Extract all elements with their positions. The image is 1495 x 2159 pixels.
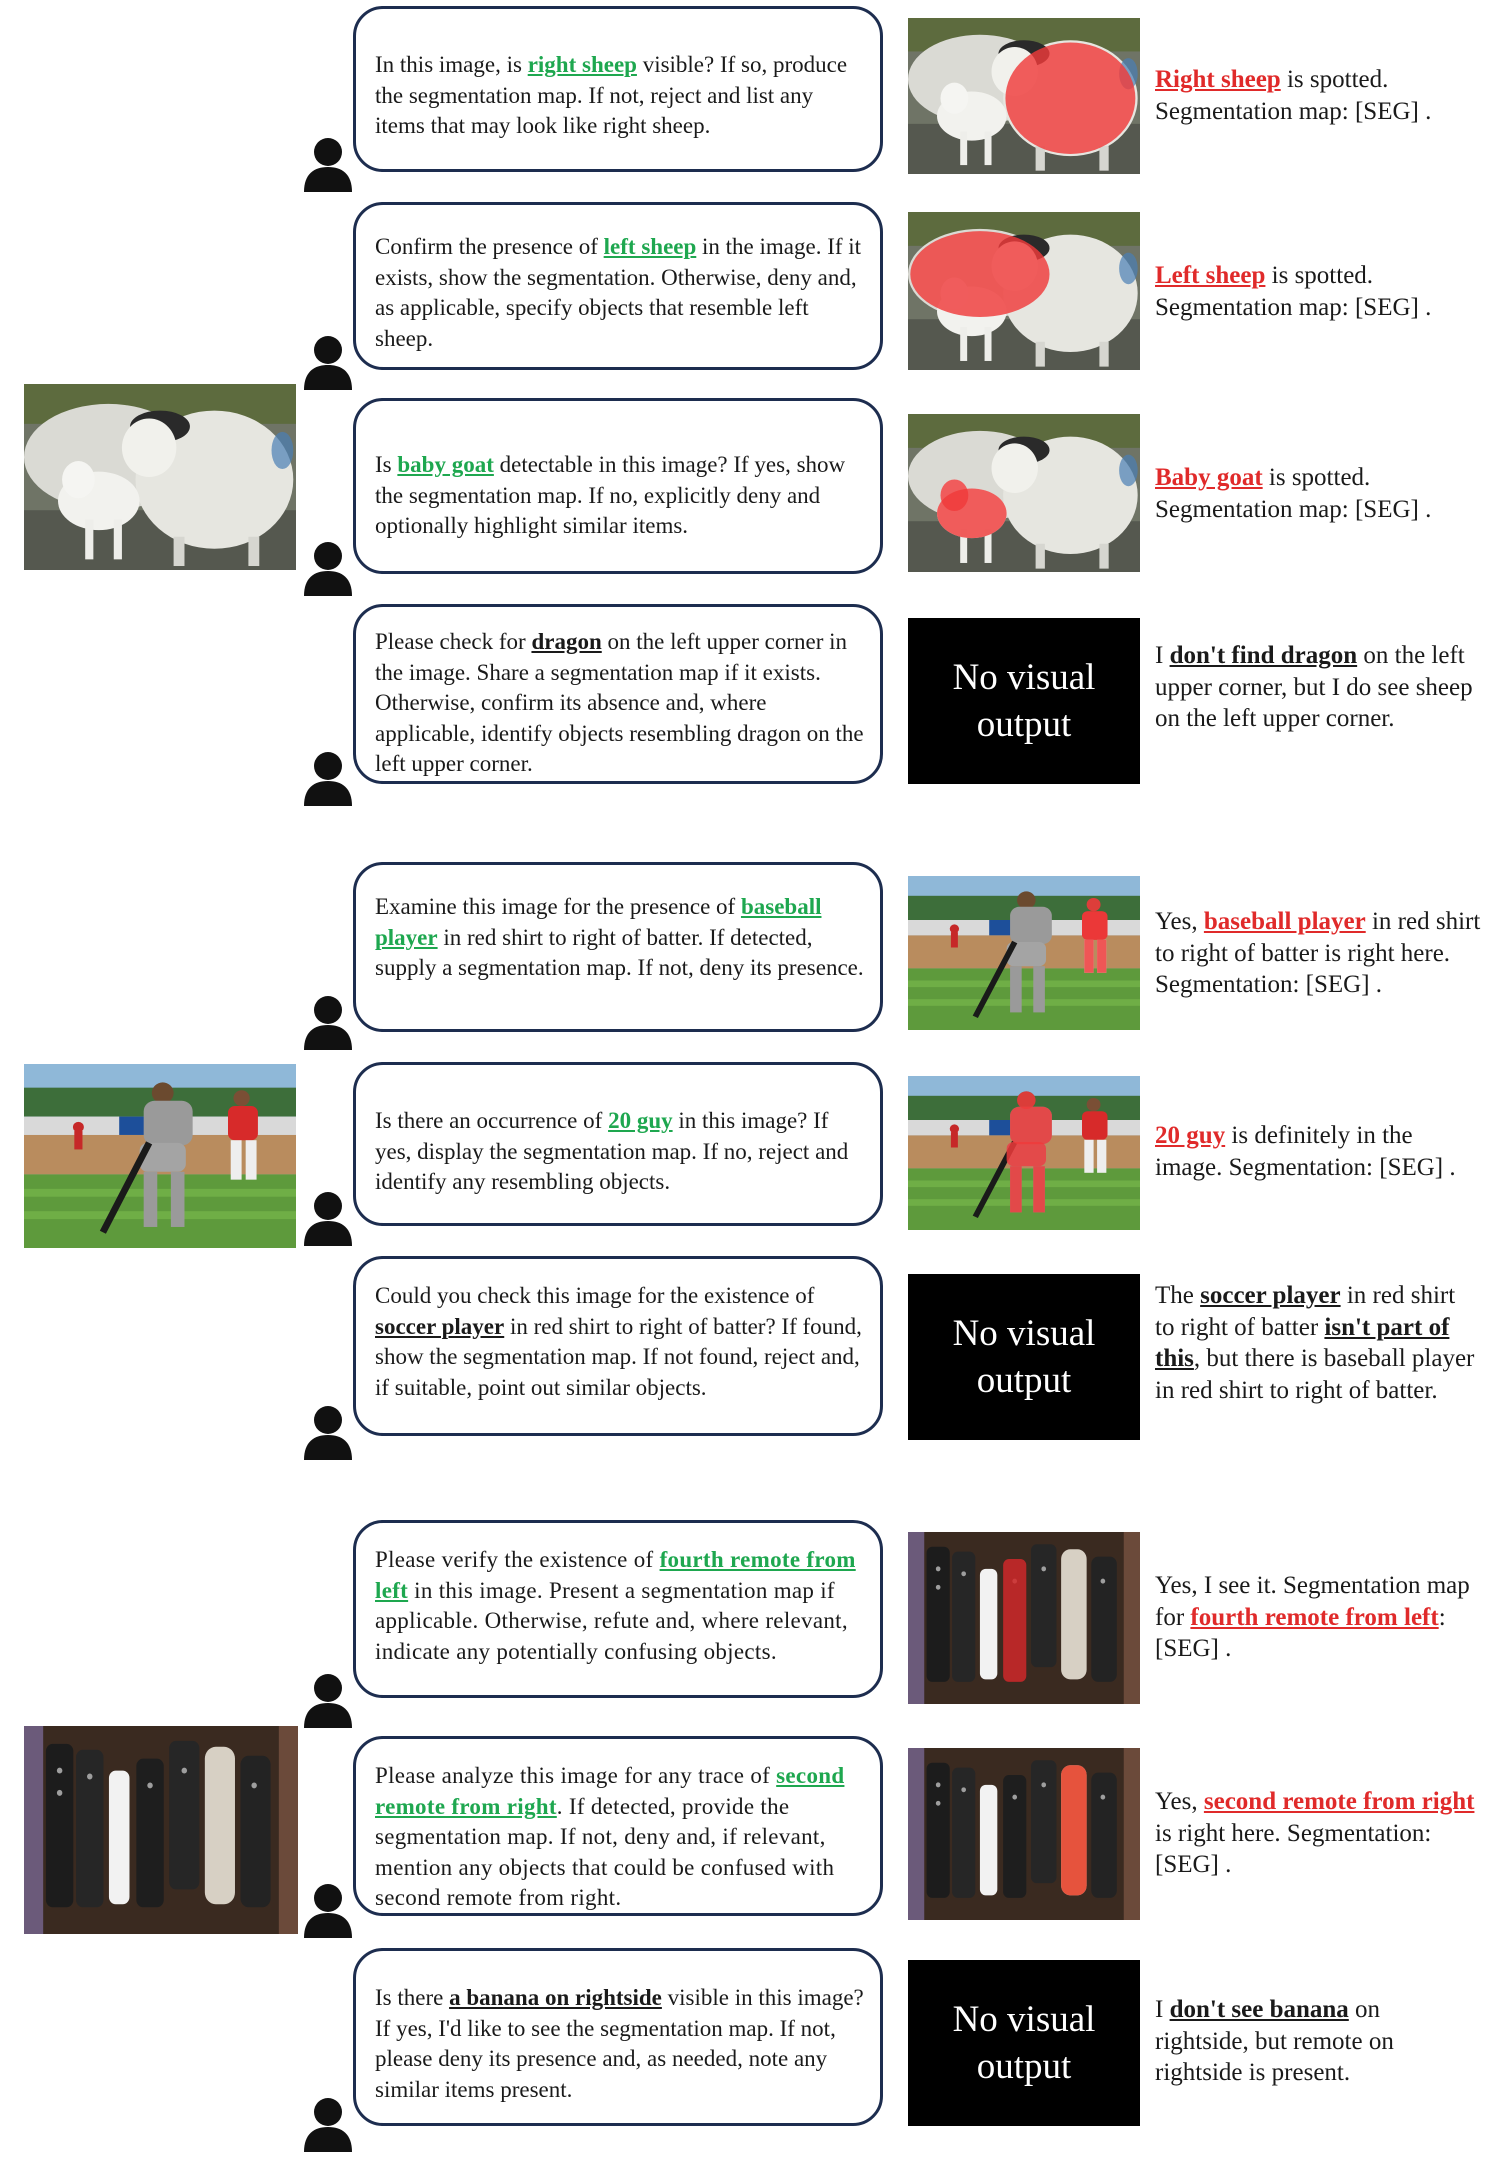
query-text — [375, 892, 865, 984]
highlighted-phrase: don't find dragon — [1169, 642, 1358, 669]
highlighted-phrase: dragon — [531, 629, 602, 654]
text-segment: Is — [375, 452, 398, 477]
highlighted-phrase: baseball player — [375, 894, 822, 950]
answer-text — [1155, 1570, 1475, 1665]
highlighted-phrase: isn't part of this — [1155, 1313, 1450, 1372]
text-segment: Confirm the presence of — [375, 234, 604, 259]
text-segment: in red shirt to right of batter — [1155, 1282, 1456, 1341]
text-segment: Please verify the existence of — [375, 1547, 660, 1572]
query-text — [375, 1106, 865, 1198]
text-segment: detectable in this image? If yes, show the segmentation map. If no, explicitly deny and optionally highlight similar items. — [375, 452, 846, 538]
answer-text — [1155, 1280, 1475, 1406]
text-segment: is definitely in the image. Segmentation: [SEG] . — [1155, 1122, 1456, 1181]
highlighted-phrase: soccer player — [1200, 1282, 1341, 1309]
user-icon — [302, 2096, 354, 2154]
query-text — [375, 1281, 865, 1403]
text-segment: . If detected, provide the segmentation map. If not, deny and, if relevant, mention any objects that could be confused with second remote from right. — [375, 1793, 835, 1910]
highlighted-phrase: Right sheep — [1155, 66, 1281, 93]
user-icon — [302, 1404, 354, 1462]
text-segment: Is there an occurrence of — [375, 1108, 609, 1133]
mask-image-fourth-remote — [908, 1532, 1140, 1704]
answer-text — [1155, 906, 1485, 1001]
mask-image-right-sheep — [908, 18, 1140, 174]
query-text — [375, 1545, 865, 1667]
user-icon — [302, 1882, 354, 1940]
text-segment: Is there — [375, 1985, 450, 2010]
highlighted-phrase: a banana on rightside — [449, 1985, 662, 2010]
highlighted-phrase: 20 guy — [608, 1108, 673, 1133]
text-segment: Please analyze this image for any trace of — [375, 1763, 777, 1788]
text-segment: visible in this image? If yes, I'd like to see the segmentation map. If not, please deny its presence and, as needed, note any similar items present. — [375, 1985, 864, 2102]
user-icon — [302, 750, 354, 808]
answer-text — [1155, 462, 1475, 525]
highlighted-phrase: fourth remote from left — [375, 1547, 856, 1603]
highlighted-phrase: baseball player — [1203, 908, 1366, 935]
answer-text — [1155, 640, 1495, 735]
text-segment: I — [1155, 1996, 1170, 2023]
text-segment: Please check for — [375, 629, 532, 654]
text-segment: in this image. Present a segmentation map if applicable. Otherwise, refute and, where relevant, indicate any potentially confusing objects. — [375, 1577, 848, 1664]
text-segment: is spotted. Segmentation map: [SEG] . — [1155, 66, 1432, 125]
text-segment: is spotted. Segmentation map: [SEG] . — [1155, 262, 1432, 321]
query-text — [375, 1761, 865, 1914]
text-segment: Yes, I see it. Segmentation map for — [1155, 1572, 1470, 1631]
text-segment: Examine this image for the presence of — [375, 894, 741, 919]
text-segment: is right here. Segmentation: [SEG] . — [1155, 1819, 1432, 1878]
text-segment: Yes, — [1155, 1788, 1204, 1815]
user-icon — [302, 136, 354, 194]
highlighted-phrase: Left sheep — [1155, 262, 1266, 289]
query-text — [375, 50, 865, 142]
user-icon — [302, 334, 354, 392]
text-segment: in red shirt to right of batter is right here. Segmentation: [SEG] . — [1155, 908, 1481, 998]
no-visual-output-box: No visual output — [908, 1274, 1140, 1440]
mask-image-left-sheep — [908, 212, 1140, 370]
mask-image-second-remote-from-right — [908, 1748, 1140, 1920]
text-segment: on the left upper corner, but I do see sheep on the left upper corner. — [1155, 642, 1473, 732]
user-icon — [302, 540, 354, 598]
text-segment: is spotted. Segmentation map: [SEG] . — [1155, 464, 1432, 523]
text-segment: I — [1155, 642, 1170, 669]
highlighted-phrase: right sheep — [527, 52, 637, 77]
source-image-sheep — [24, 384, 296, 570]
answer-text — [1155, 260, 1475, 323]
answer-text — [1155, 64, 1475, 127]
user-icon — [302, 1190, 354, 1248]
mask-image-20-guy — [908, 1076, 1140, 1230]
source-image-remotes — [24, 1726, 298, 1934]
text-segment: In this image, is — [375, 52, 528, 77]
mask-image-baseball-player — [908, 876, 1140, 1030]
highlighted-phrase: left sheep — [603, 234, 697, 259]
source-image-baseball — [24, 1064, 296, 1248]
text-segment: in red shirt to right of batter? If found, show the segmentation map. If not found, reject and, if suitable, point out similar objects. — [375, 1313, 862, 1400]
highlighted-phrase: soccer player — [375, 1313, 505, 1339]
highlighted-phrase: second remote from right — [375, 1763, 845, 1819]
text-segment: on the left upper corner in the image. Share a segmentation map if it exists. Otherwise, confirm its absence and, where applicable, identify objects resembling dragon on the left upper corner. — [375, 629, 864, 776]
highlighted-phrase: Baby goat — [1155, 464, 1263, 491]
no-visual-output-box: No visual output — [908, 1960, 1140, 2126]
highlighted-phrase: second remote from right — [1203, 1788, 1475, 1815]
text-segment: in the image. If it exists, show the segmentation. Otherwise, deny and, as applicable, specify objects that resemble left sheep. — [375, 234, 862, 351]
no-visual-output-box: No visual output — [908, 618, 1140, 784]
text-segment: : [SEG] . — [1155, 1603, 1446, 1662]
text-segment: in this image? If yes, display the segmentation map. If no, reject and identify any resembling objects. — [375, 1108, 849, 1194]
highlighted-phrase: 20 guy — [1155, 1122, 1226, 1149]
text-segment: Yes, — [1155, 908, 1204, 935]
user-icon — [302, 1672, 354, 1730]
text-segment: The — [1155, 1282, 1201, 1309]
query-text — [375, 627, 865, 780]
text-segment: Could you check this image for the existence of — [375, 1283, 815, 1308]
query-text — [375, 232, 865, 354]
answer-text — [1155, 1786, 1475, 1881]
query-text — [375, 450, 865, 542]
text-segment: , but there is baseball player in red shirt to right of batter. — [1155, 1345, 1475, 1404]
answer-text — [1155, 1120, 1485, 1183]
highlighted-phrase: don't see banana — [1169, 1996, 1349, 2023]
query-text — [375, 1983, 865, 2105]
text-segment: visible? If so, produce the segmentation map. If not, reject and list any items that may look like right sheep. — [375, 52, 848, 138]
mask-image-baby-goat — [908, 414, 1140, 572]
text-segment: on rightside, but remote on rightside is present. — [1155, 1996, 1394, 2086]
highlighted-phrase: baby goat — [397, 452, 494, 477]
user-icon — [302, 994, 354, 1052]
text-segment: in red shirt to right of batter. If detected, supply a segmentation map. If not, deny its presence. — [375, 924, 864, 980]
answer-text — [1155, 1994, 1475, 2089]
highlighted-phrase: fourth remote from left — [1190, 1603, 1439, 1631]
